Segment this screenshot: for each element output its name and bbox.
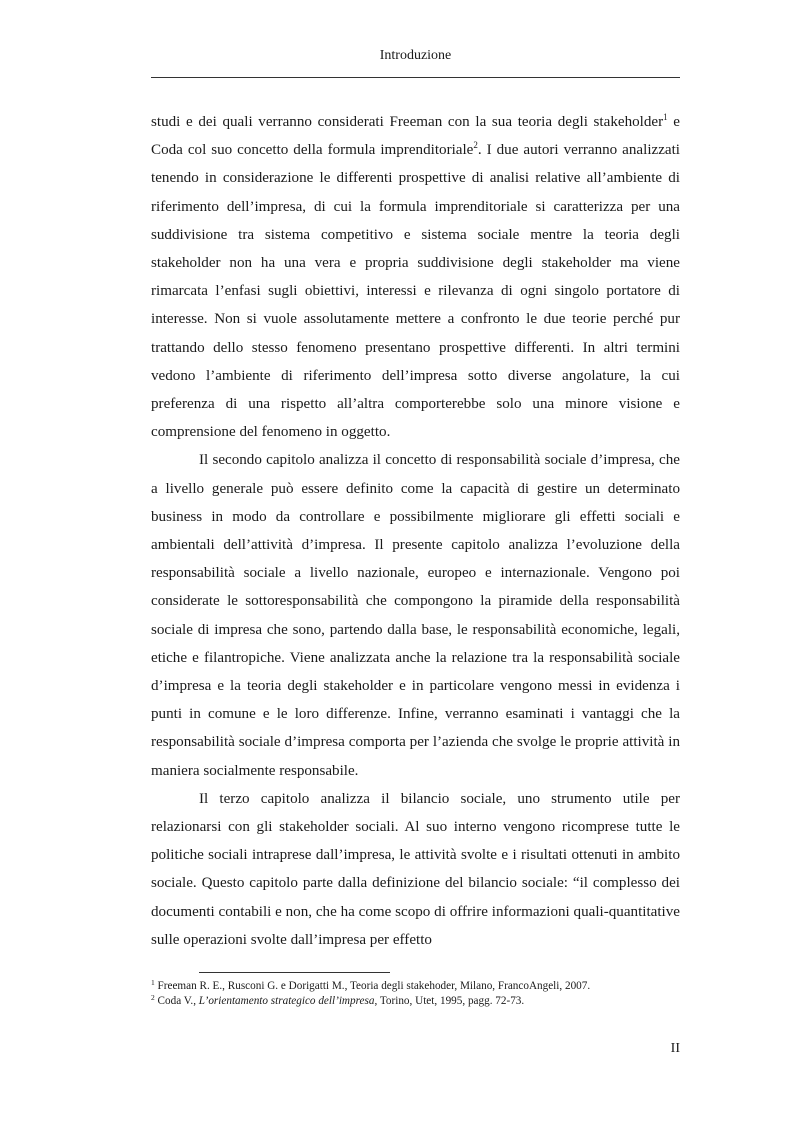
paragraph-2: Il secondo capitolo analizza il concetto di responsabilità sociale d’impresa, che a livello generale può essere definito come la capacità di gestire un determinato business in modo da controllare e possibilmente migliorare gli effetti sociali e ambientali dell’attività d’impresa. Il presente capitolo analizza l’evoluzione della responsabilità sociale a livello nazionale, europeo e internazionale. Vengono poi considerate le sottoresponsabilità che compongono la piramide della responsabilità sociale di impresa che sono, partendo dalla base, le responsabilità economiche, legali, etiche e filantropiche. Viene analizzata anche la relazione tra la responsabilità sociale d’impresa e la teoria degli stakeholder e in particolare vengono messi in evidenza i punti in comune e le loro differenze. Infine, verranno esaminati i vantaggi che la responsabilità sociale d’impresa comporta per l’azienda che svolge le proprie attività in maniera socialmente responsabile. xyxy=(151,452,680,779)
footnote-1 xyxy=(151,979,680,994)
footnote-separator xyxy=(199,972,390,973)
footnote-1-text: Freeman R. E., Rusconi G. e Dorigatti M., Teoria degli stakehoder, Milano, FrancoAngeli, 2007. xyxy=(154,980,591,992)
paragraph-1-part-3: . I due autori verranno analizzati tenendo in considerazione le differenti prospettive di analisi relative all’ambiente di riferimento dell’impresa, di cui la formula imprenditoriale si caratterizza per una suddivisione tra sistema competitivo e sistema sociale mentre la teoria degli stakeholder non ha una vera e propria suddivisione degli stakeholder ma viene rimarcata l’enfasi sugli obiettivi, interessi e rilevanza di ogni singolo portatore di interesse. Non si vuole assolutamente mettere a confronto le due teorie perché pur trattando dello stesso fenomeno presentano prospettive differenti. In altri termini vedono l’ambiente di riferimento dell’impresa sotto diverse angolature, la cui preferenza di una rispetto all’altra comporterebbe solo una minore visione e comprensione del fenomeno in oggetto. xyxy=(151,142,681,441)
paragraph-3: Il terzo capitolo analizza il bilancio sociale, uno strumento utile per relazionarsi con gli stakeholder sociali. Al suo interno vengono ricomprese tutte le politiche sociali intraprese dall’impresa, le attività svolte e i risultati ottenuti in ambito sociale. Questo capitolo parte dalla definizione del bilancio sociale: “il complesso dei documenti contabili e non, che ha come scopo di offrire informazioni quali-quantitative sulle operazioni svolte dall’impresa per effetto xyxy=(151,790,680,948)
paragraph-1-part-1: studi e dei quali verranno considerati Freeman con la sua teoria degli stakeholder xyxy=(151,114,664,130)
body-text xyxy=(151,108,680,954)
footnote-2-suffix: , Torino, Utet, 1995, pagg. 72-73. xyxy=(374,995,525,1007)
header-rule xyxy=(151,77,680,78)
footnote-2 xyxy=(151,994,680,1009)
paragraph-1-part-2: e Coda col suo concetto della formula imprenditoriale xyxy=(151,114,680,159)
paragraph-1 xyxy=(151,108,680,446)
footnote-2-book-title: L’orientamento strategico dell’impresa xyxy=(198,995,375,1007)
footnote-2-number: 2 xyxy=(151,993,155,1002)
running-header: Introduzione xyxy=(379,48,452,63)
footnotes xyxy=(151,979,680,1009)
footnote-ref-1: 1 xyxy=(663,112,668,122)
page-number: II xyxy=(670,1041,680,1056)
footnote-2-prefix: Coda V., xyxy=(154,995,199,1007)
footnote-1-number: 1 xyxy=(151,978,155,987)
footnote-ref-2: 2 xyxy=(473,140,478,151)
